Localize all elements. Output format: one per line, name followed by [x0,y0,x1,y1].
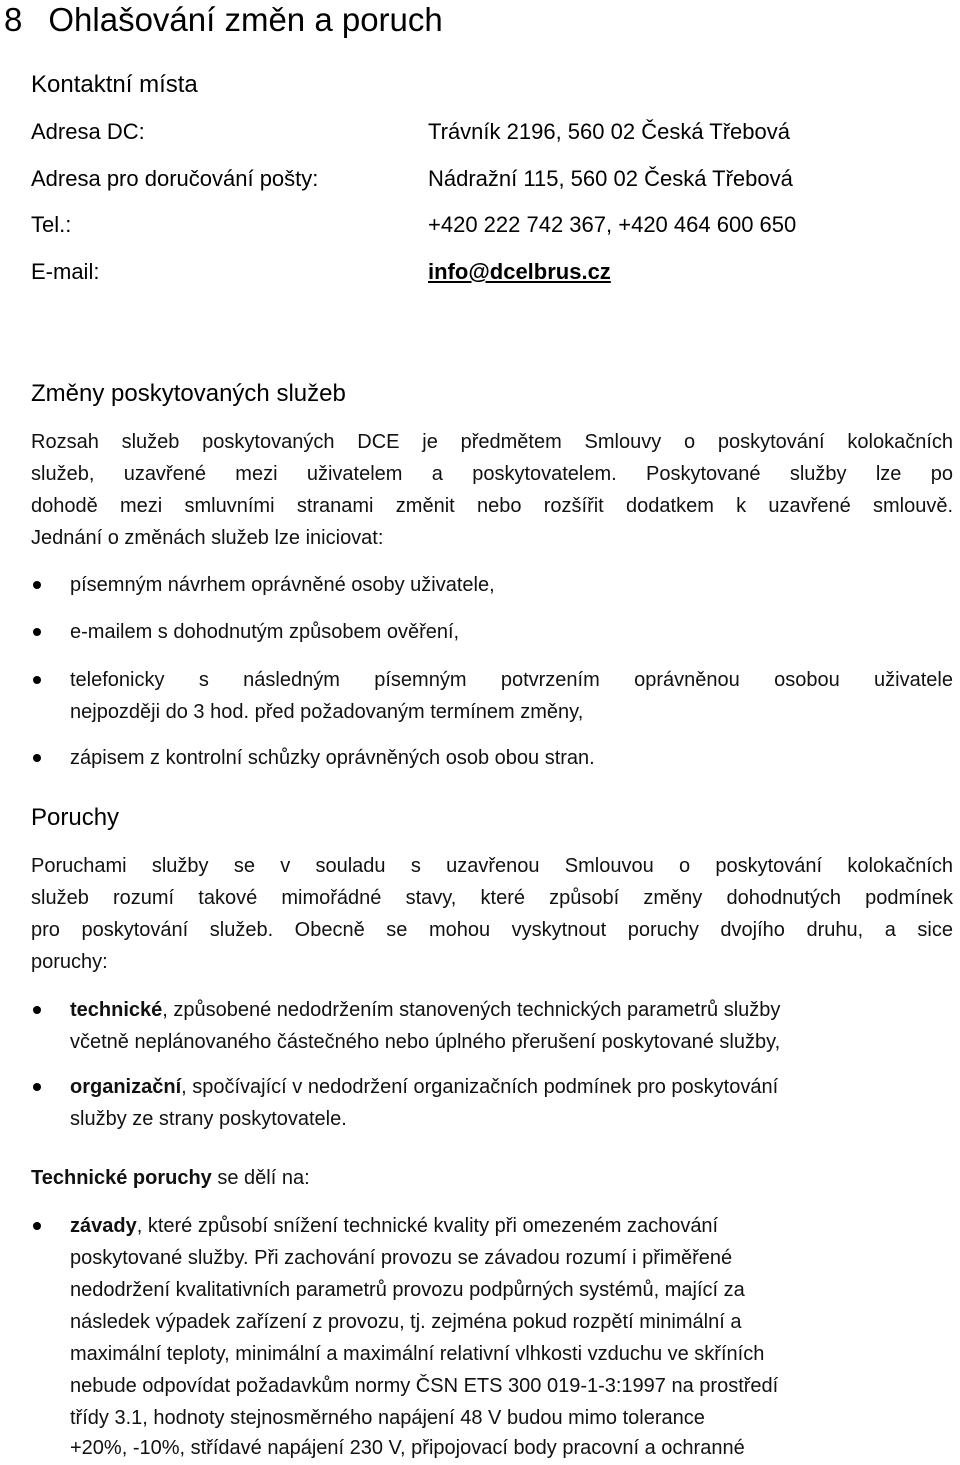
bullet-dot-icon [33,1083,41,1091]
list-item-term: závady [70,1215,137,1237]
list-item-continuation: třídy 3.1, hodnoty stejnosměrného napájení 48 V budou mimo tolerance [70,1407,705,1429]
list-item: e-mailem s dohodnutým způsobem ověření, [70,621,460,643]
list-item-continuation: nedodržení kvalitativních parametrů provozu podpůrných systémů, mající za [70,1279,745,1301]
technical-faults-term: Technické poruchy [31,1167,212,1189]
list-item [70,1210,718,1242]
faults-paragraph-line: Poruchami služby se v souladu s uzavřenou Smlouvou o poskytování kolokačních [31,855,953,877]
contact-label-phone: Tel.: [31,212,72,237]
list-item: telefonicky s následným písemným potvrzením oprávněnou osobou uživatele [70,669,953,691]
bullet-dot-icon [33,754,41,762]
faults-paragraph-line: služeb rozumí takové mimořádné stavy, které způsobí změny dohodnutých podmínek [31,887,953,909]
list-item-text: , způsobené nedodržením stanovených technických parametrů služby [162,999,781,1021]
contacts-heading: Kontaktní místa [31,71,198,98]
list-item-continuation: nebude odpovídat požadavkům normy ČSN ETS 300 019-1-3:1997 na prostředí [70,1375,779,1397]
list-item-continuation: maximální teploty, minimální a maximální relativní vlhkosti vzduchu ve skříních [70,1343,765,1365]
bullet-dot-icon [33,1222,41,1230]
bullet-dot-icon [33,581,41,589]
changes-paragraph-line: dohodě mezi smluvními stranami změnit nebo rozšířit dodatkem k uzavřené smlouvě. [31,495,953,517]
contact-value-mail-address: Nádražní 115, 560 02 Česká Třebová [428,166,793,191]
contact-label-address: Adresa DC: [31,119,145,144]
list-item: zápisem z kontrolní schůzky oprávněných osob obou stran. [70,747,595,769]
changes-paragraph-line: Jednání o změnách služeb lze iniciovat: [31,527,384,549]
chapter-title: Ohlašování změn a poruch [48,1,443,38]
changes-paragraph-line: služeb, uzavřené mezi uživatelem a poskytovatelem. Poskytované služby lze po [31,463,953,485]
technical-faults-rest: se dělí na: [211,1167,310,1189]
list-item-term: organizační [70,1076,182,1098]
bullet-dot-icon [33,1006,41,1014]
email-link[interactable]: info@dcelbrus.cz [428,259,611,284]
list-item [70,1071,778,1103]
contact-label-email: E-mail: [31,259,100,284]
contact-label-mail-address: Adresa pro doručování pošty: [31,166,319,191]
changes-heading: Změny poskytovaných služeb [31,380,346,407]
list-item-text: , spočívající v nedodržení organizačních podmínek pro poskytování [181,1076,779,1098]
contact-value-phone: +420 222 742 367, +420 464 600 650 [428,212,797,237]
list-item-term: technické [70,999,163,1021]
list-item [70,994,780,1026]
chapter-heading [4,0,443,40]
faults-paragraph-line: pro poskytování služeb. Obecně se mohou vyskytnout poruchy dvojího druhu, a sice [31,919,953,941]
contact-value-address: Trávník 2196, 560 02 Česká Třebová [428,119,790,144]
bullet-dot-icon [33,676,41,684]
bullet-dot-icon [33,628,41,636]
list-item-continuation: včetně neplánovaného částečného nebo úplného přerušení poskytované služby, [70,1031,781,1053]
list-item: písemným návrhem oprávněné osoby uživatele, [70,574,495,596]
list-item-continuation: +20%, -10%, střídavé napájení 230 V, připojovací body pracovní a ochranné [70,1437,745,1459]
technical-faults-intro [31,1162,310,1194]
changes-paragraph-line: Rozsah služeb poskytovaných DCE je předmětem Smlouvy o poskytování kolokačních [31,431,953,453]
chapter-number: 8 [4,1,23,38]
list-item-text: , které způsobí snížení technické kvality při omezeném zachování [136,1215,719,1237]
list-item-continuation: služby ze strany poskytovatele. [70,1108,347,1130]
faults-heading: Poruchy [31,804,120,831]
list-item-continuation: následek výpadek zařízení z provozu, tj. zejména pokud rozpětí minimální a [70,1311,742,1333]
list-item-continuation: poskytované služby. Při zachování provozu se závadou rozumí i přiměřené [70,1247,733,1269]
list-item-continuation: nejpozději do 3 hod. před požadovaným termínem změny, [70,701,584,723]
faults-paragraph-line: poruchy: [31,951,108,973]
